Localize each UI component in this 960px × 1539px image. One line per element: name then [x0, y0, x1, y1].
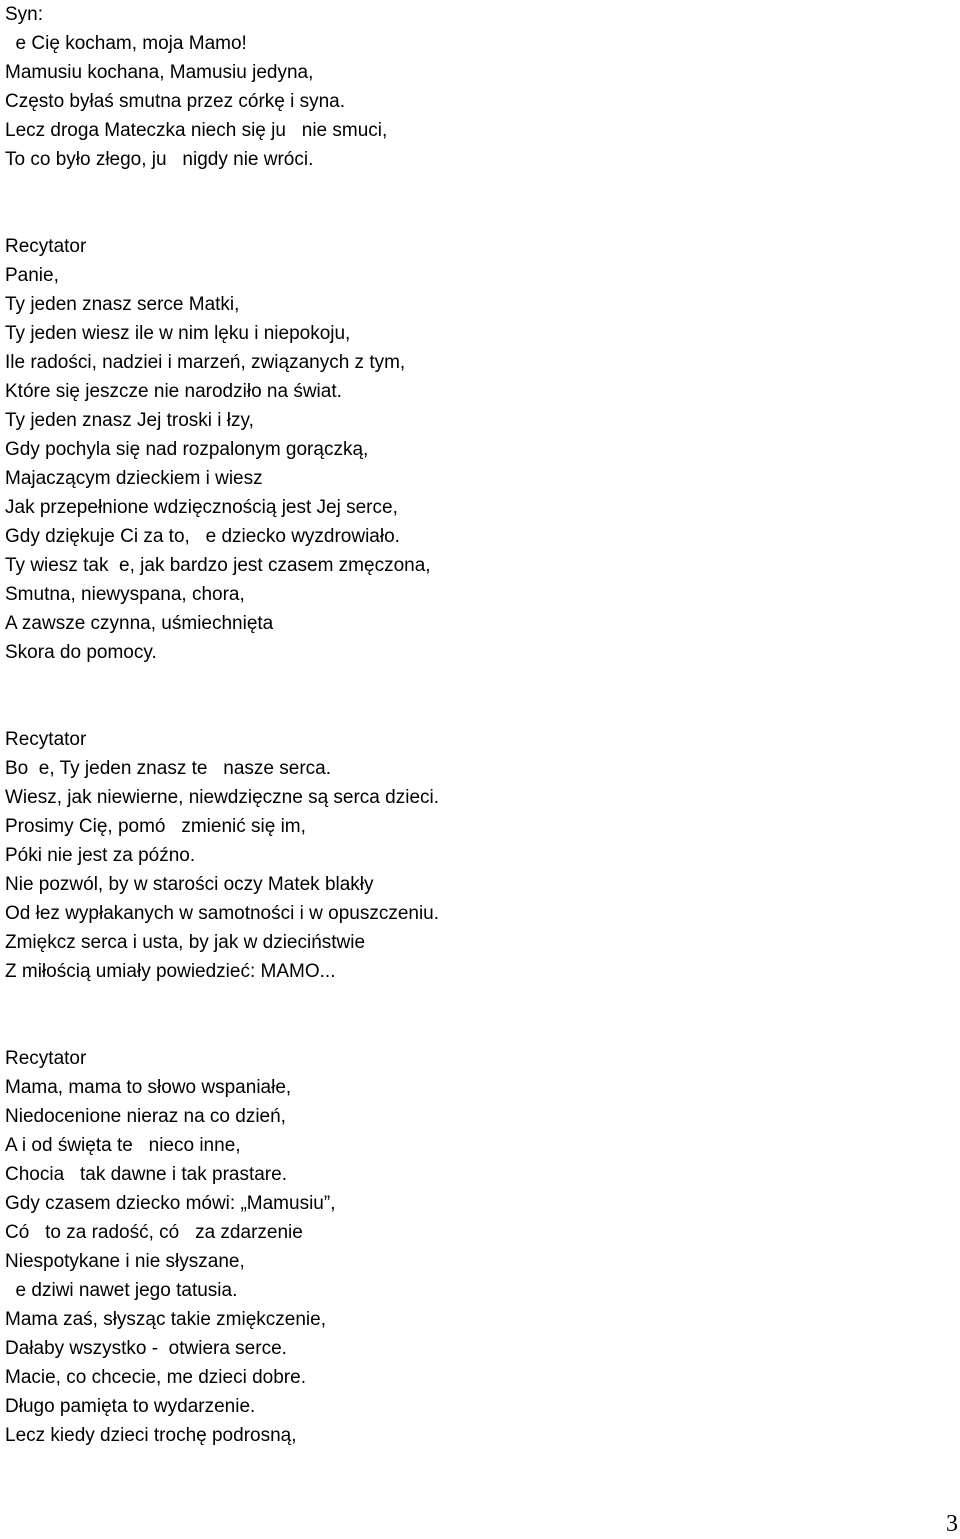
text-line: Có to za radość, có za zdarzenie: [5, 1222, 303, 1243]
text-line: Często byłaś smutna przez córkę i syna.: [5, 91, 346, 112]
text-line: Jak przepełnione wdzięcznością jest Jej serce,: [5, 497, 398, 518]
stanza-gap: [5, 986, 945, 1044]
stanza-gap: [5, 667, 945, 725]
text-line: Ty wiesz tak e, jak bardzo jest czasem zmęczona,: [5, 555, 431, 576]
text-line: Recytator: [5, 729, 87, 750]
text-line: Mama, mama to słowo wspaniałe,: [5, 1077, 292, 1098]
text-line: Od łez wypłakanych w samotności i w opuszczeniu.: [5, 903, 440, 924]
text-line: Panie,: [5, 265, 59, 286]
text-line: Gdy pochyla się nad rozpalonym gorączką,: [5, 439, 369, 460]
text-line: Ty jeden znasz serce Matki,: [5, 294, 240, 315]
text-line: Dałaby wszystko - otwiera serce.: [5, 1338, 287, 1359]
text-line: Wiesz, jak niewierne, niewdzięczne są serca dzieci.: [5, 787, 440, 808]
text-line: Syn:: [5, 4, 44, 25]
text-line: Póki nie jest za późno.: [5, 845, 196, 866]
text-line: Mama zaś, słysząc takie zmiękczenie,: [5, 1309, 326, 1330]
text-line: Niespotykane i nie słyszane,: [5, 1251, 245, 1272]
text-line: Smutna, niewyspana, chora,: [5, 584, 245, 605]
stanza: [5, 0, 945, 174]
text-line: Lecz droga Mateczka niech się ju nie smuci,: [5, 120, 388, 141]
text-line: Z miłością umiały powiedzieć: MAMO...: [5, 961, 336, 982]
text-line: Skora do pomocy.: [5, 642, 157, 663]
stanza-container: [5, 0, 945, 1450]
text-line: Mamusiu kochana, Mamusiu jedyna,: [5, 62, 314, 83]
text-line: Gdy dziękuje Ci za to, e dziecko wyzdrowiało.: [5, 526, 400, 547]
text-line: To co było złego, ju nigdy nie wróci.: [5, 149, 314, 170]
text-line: Ty jeden wiesz ile w nim lęku i niepokoju,: [5, 323, 351, 344]
text-line: Prosimy Cię, pomó zmienić się im,: [5, 816, 306, 837]
text-line: Niedocenione nieraz na co dzień,: [5, 1106, 286, 1127]
text-line: Zmiękcz serca i usta, by jak w dzieciństwie: [5, 932, 366, 953]
text-line: Recytator: [5, 1048, 87, 1069]
text-line: A i od święta te nieco inne,: [5, 1135, 241, 1156]
stanza: [5, 725, 945, 986]
stanza: [5, 232, 945, 667]
text-line: Lecz kiedy dzieci trochę podrosną,: [5, 1425, 297, 1446]
text-line: Długo pamięta to wydarzenie.: [5, 1396, 256, 1417]
text-line: A zawsze czynna, uśmiechnięta: [5, 613, 274, 634]
text-line: Chocia tak dawne i tak prastare.: [5, 1164, 287, 1185]
text-line: e dziwi nawet jego tatusia.: [5, 1280, 238, 1301]
text-line: Bo e, Ty jeden znasz te nasze serca.: [5, 758, 331, 779]
text-line: Nie pozwól, by w starości oczy Matek blakły: [5, 874, 374, 895]
text-line: Gdy czasem dziecko mówi: „Mamusiu”,: [5, 1193, 336, 1214]
stanza-gap: [5, 174, 945, 232]
page-number: 3: [946, 1511, 958, 1537]
text-line: Ile radości, nadziei i marzeń, związanych z tym,: [5, 352, 406, 373]
stanza: [5, 1044, 945, 1450]
text-line: Ty jeden znasz Jej troski i łzy,: [5, 410, 254, 431]
text-line: Macie, co chcecie, me dzieci dobre.: [5, 1367, 306, 1388]
poem-text: [5, 0, 945, 1450]
text-line: Recytator: [5, 236, 87, 257]
text-line: Które się jeszcze nie narodziło na świat.: [5, 381, 342, 402]
text-line: Majaczącym dzieckiem i wiesz: [5, 468, 263, 489]
text-line: e Cię kocham, moja Mamo!: [5, 33, 247, 54]
